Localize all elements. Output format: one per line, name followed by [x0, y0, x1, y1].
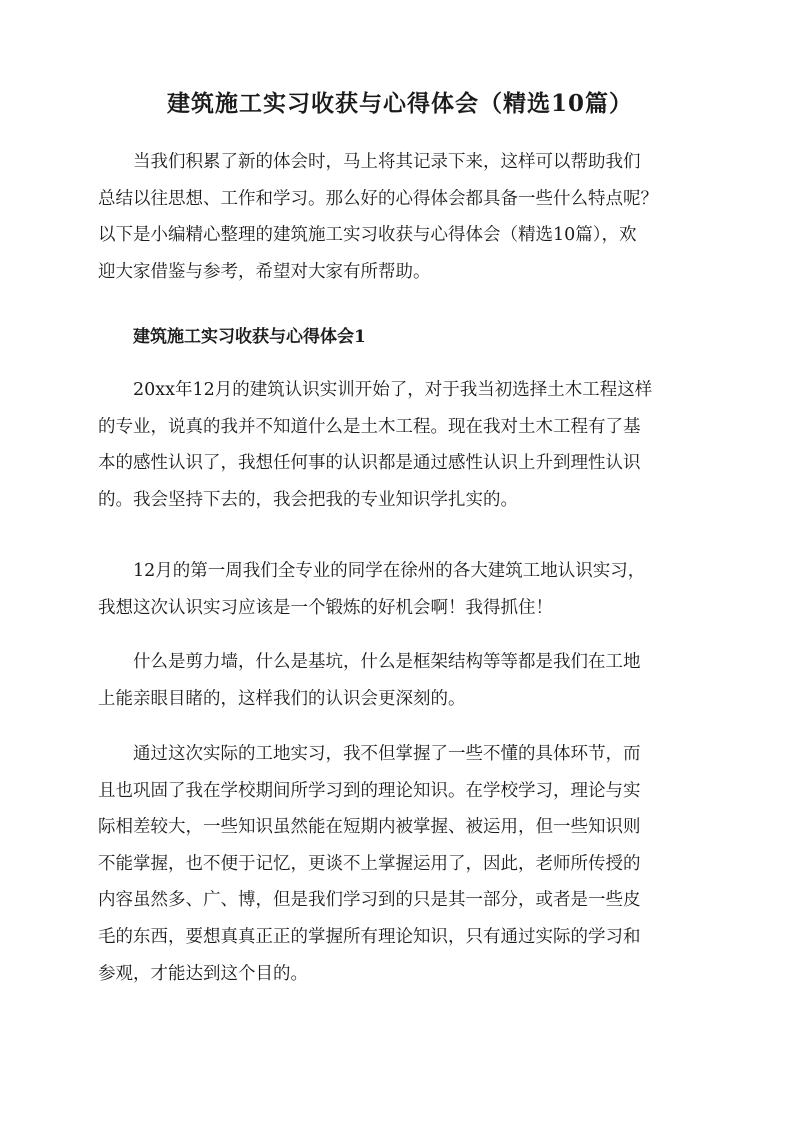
document-title: 建筑施工实习收获与心得体会（精选10篇） [166, 90, 633, 117]
text-line: 的专业，说真的我并不知道什么是土木工程。现在我对土木工程有了基 [98, 416, 641, 437]
text-line: 我想这次认识实习应该是一个锻炼的好机会啊！我得抓住！ [98, 597, 553, 618]
text-line: 际相差较大，一些知识虽然能在短期内被掌握、被运用，但一些知识则 [98, 817, 641, 838]
text-line: 当我们积累了新的体会时，马上将其记录下来，这样可以帮助我们 [133, 152, 641, 172]
text-line: 以下是小编精心整理的建筑施工实习收获与心得体会（精选10篇），欢 [98, 225, 637, 246]
body-paragraph-1 [98, 372, 704, 518]
body-paragraph-4 [98, 736, 704, 992]
text-line: 内容虽然多、广、博，但是我们学习到的只是其一部分，或者是一些皮 [98, 890, 641, 911]
section-heading: 建筑施工实习收获与心得体会1 [133, 327, 366, 347]
text-line: 总结以往思想、工作和学习。那么好的心得体会都具备一些什么特点呢？ [98, 188, 658, 209]
body-paragraph-2 [98, 553, 704, 626]
text-line: 上能亲眼目睹的，这样我们的认识会更深刻的。 [98, 688, 466, 709]
text-line: 12月的第一周我们全专业的同学在徐州的各大建筑工地认识实习， [133, 561, 646, 581]
text-line: 什么是剪力墙，什么是基坑，什么是框架结构等等都是我们在工地 [133, 652, 641, 672]
text-line: 通过这次实际的工地实习，我不但掌握了一些不懂的具体环节，而 [133, 744, 641, 764]
text-line: 毛的东西，要想真真正正的掌握所有理论知识，只有通过实际的学习和 [98, 926, 641, 947]
text-line: 20xx年12月的建筑认识实训开始了，对于我当初选择土木工程这样 [133, 380, 653, 400]
body-paragraph-3 [98, 644, 704, 717]
intro-paragraph [98, 144, 704, 290]
text-line: 迎大家借鉴与参考，希望对大家有所帮助。 [98, 261, 431, 282]
text-line: 且也巩固了我在学校期间所学习到的理论知识。在学校学习，理论与实 [98, 780, 641, 801]
text-line: 不能掌握，也不便于记忆，更谈不上掌握运用了，因此，老师所传授的 [98, 853, 641, 874]
text-line: 参观，才能达到这个目的。 [98, 963, 308, 984]
text-line: 的。我会坚持下去的，我会把我的专业知识学扎实的。 [98, 489, 518, 510]
text-line: 本的感性认识了，我想任何事的认识都是通过感性认识上升到理性认识 [98, 453, 641, 474]
